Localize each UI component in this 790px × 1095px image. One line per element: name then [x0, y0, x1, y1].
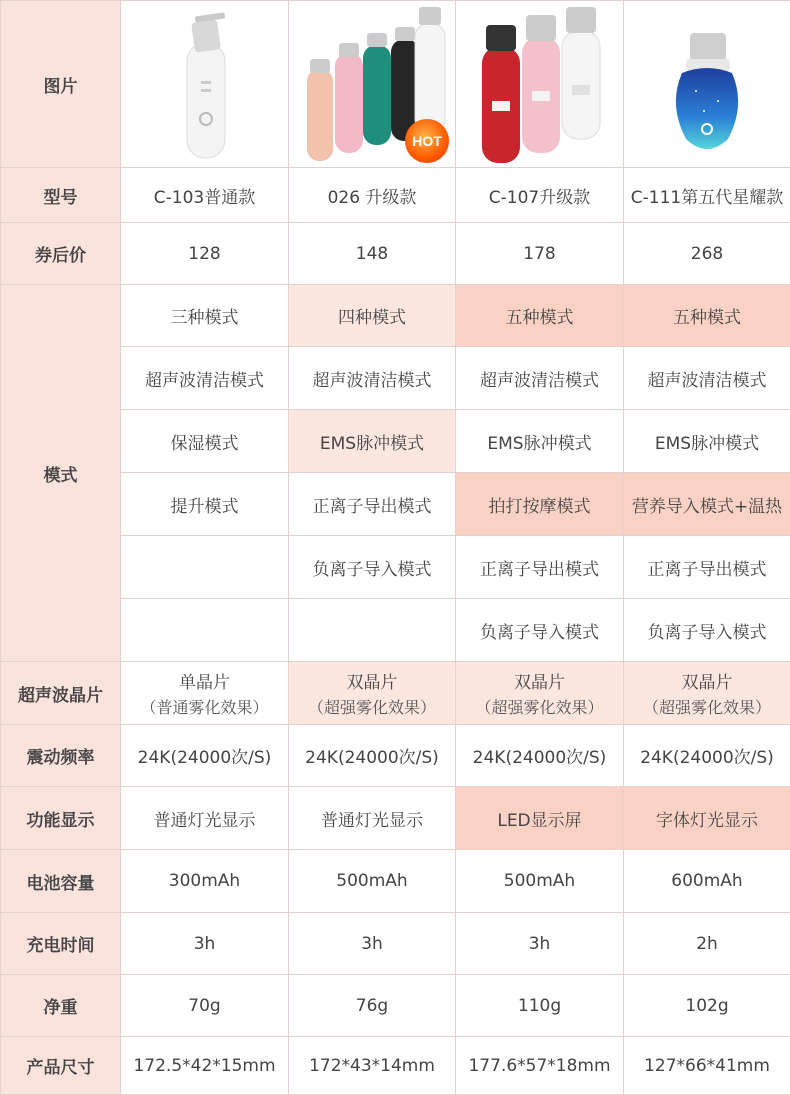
mode-cell: 超声波清洁模式 [624, 347, 790, 410]
battery-header: 电池容量 [1, 850, 121, 913]
mode-cell: 负离子导入模式 [624, 599, 790, 662]
frequency-c103: 24K(24000次/S) [121, 725, 289, 787]
mode-cell [121, 599, 289, 662]
crystal-effect: （普通雾化效果） [121, 695, 288, 718]
crystal-c111 [624, 662, 790, 725]
crystal-type: 双晶片 [514, 673, 565, 693]
picture-row [1, 1, 790, 168]
price-header: 券后价 [1, 223, 121, 285]
mode-cell: 正离子导出模式 [456, 536, 624, 599]
battery-c103: 300mAh [121, 850, 289, 913]
model-026: 026 升级款 [289, 168, 456, 223]
size-c111: 127*66*41mm [624, 1037, 790, 1095]
crystal-effect: （超强雾化效果） [289, 695, 455, 718]
mode-header: 模式 [1, 285, 121, 662]
frequency-026: 24K(24000次/S) [289, 725, 456, 787]
mode-cell: 三种模式 [121, 285, 289, 347]
crystal-c103 [121, 662, 289, 725]
battery-row [1, 850, 790, 913]
size-026: 172*43*14mm [289, 1037, 456, 1095]
mode-cell: 保湿模式 [121, 410, 289, 473]
charge-time-header: 充电时间 [1, 913, 121, 975]
display-c107: LED显示屏 [456, 787, 624, 850]
frequency-c111: 24K(24000次/S) [624, 725, 790, 787]
display-c103: 普通灯光显示 [121, 787, 289, 850]
mode-cell: 营养导入模式+温热 [624, 473, 790, 536]
battery-c107: 500mAh [456, 850, 624, 913]
size-header: 产品尺寸 [1, 1037, 121, 1095]
mode-cell: 超声波清洁模式 [121, 347, 289, 410]
weight-header: 净重 [1, 975, 121, 1037]
crystal-header: 超声波晶片 [1, 662, 121, 725]
display-026: 普通灯光显示 [289, 787, 456, 850]
display-row [1, 787, 790, 850]
price-026: 148 [289, 223, 456, 285]
mode-cell: 正离子导出模式 [624, 536, 790, 599]
mode-cell: 五种模式 [624, 285, 790, 347]
mode-cell: 五种模式 [456, 285, 624, 347]
size-row [1, 1037, 790, 1095]
crystal-row [1, 662, 790, 725]
price-c107: 178 [456, 223, 624, 285]
mode-cell: EMS脉冲模式 [456, 410, 624, 473]
size-c103: 172.5*42*15mm [121, 1037, 289, 1095]
mode-cell: 负离子导入模式 [289, 536, 456, 599]
price-c111: 268 [624, 223, 790, 285]
product-image-026 [289, 1, 456, 168]
model-c111: C-111第五代星耀款 [624, 168, 790, 223]
model-row [1, 168, 790, 223]
mode-cell: EMS脉冲模式 [289, 410, 456, 473]
size-c107: 177.6*57*18mm [456, 1037, 624, 1095]
battery-c111: 600mAh [624, 850, 790, 913]
hot-badge: HOT [405, 119, 449, 163]
battery-026: 500mAh [289, 850, 456, 913]
mode-cell: 提升模式 [121, 473, 289, 536]
product-image-c103 [121, 1, 289, 168]
crystal-type: 单晶片 [179, 673, 230, 693]
weight-026: 76g [289, 975, 456, 1037]
weight-c103: 70g [121, 975, 289, 1037]
crystal-026 [289, 662, 456, 725]
product-image-c111 [624, 1, 790, 168]
crystal-type: 双晶片 [347, 673, 398, 693]
mode-cell: 正离子导出模式 [289, 473, 456, 536]
weight-row [1, 975, 790, 1037]
model-c107: C-107升级款 [456, 168, 624, 223]
mode-cell: 负离子导入模式 [456, 599, 624, 662]
mode-cell: 四种模式 [289, 285, 456, 347]
charge-time-c111: 2h [624, 913, 790, 975]
mode-cell: 拍打按摩模式 [456, 473, 624, 536]
mode-cell [289, 599, 456, 662]
display-header: 功能显示 [1, 787, 121, 850]
crystal-effect: （超强雾化效果） [624, 695, 790, 718]
frequency-row [1, 725, 790, 787]
price-row [1, 223, 790, 285]
crystal-c107 [456, 662, 624, 725]
charge-time-026: 3h [289, 913, 456, 975]
picture-header: 图片 [1, 1, 121, 168]
charge-time-c107: 3h [456, 913, 624, 975]
charge-time-row [1, 913, 790, 975]
mode-cell: EMS脉冲模式 [624, 410, 790, 473]
display-c111: 字体灯光显示 [624, 787, 790, 850]
crystal-type: 双晶片 [682, 673, 733, 693]
weight-c111: 102g [624, 975, 790, 1037]
mode-row [1, 285, 790, 347]
product-image-c107 [456, 1, 624, 168]
mode-cell: 超声波清洁模式 [456, 347, 624, 410]
charge-time-c103: 3h [121, 913, 289, 975]
mode-cell [121, 536, 289, 599]
price-c103: 128 [121, 223, 289, 285]
frequency-header: 震动频率 [1, 725, 121, 787]
mode-cell: 超声波清洁模式 [289, 347, 456, 410]
weight-c107: 110g [456, 975, 624, 1037]
crystal-effect: （超强雾化效果） [456, 695, 623, 718]
model-header: 型号 [1, 168, 121, 223]
frequency-c107: 24K(24000次/S) [456, 725, 624, 787]
model-c103: C-103普通款 [121, 168, 289, 223]
